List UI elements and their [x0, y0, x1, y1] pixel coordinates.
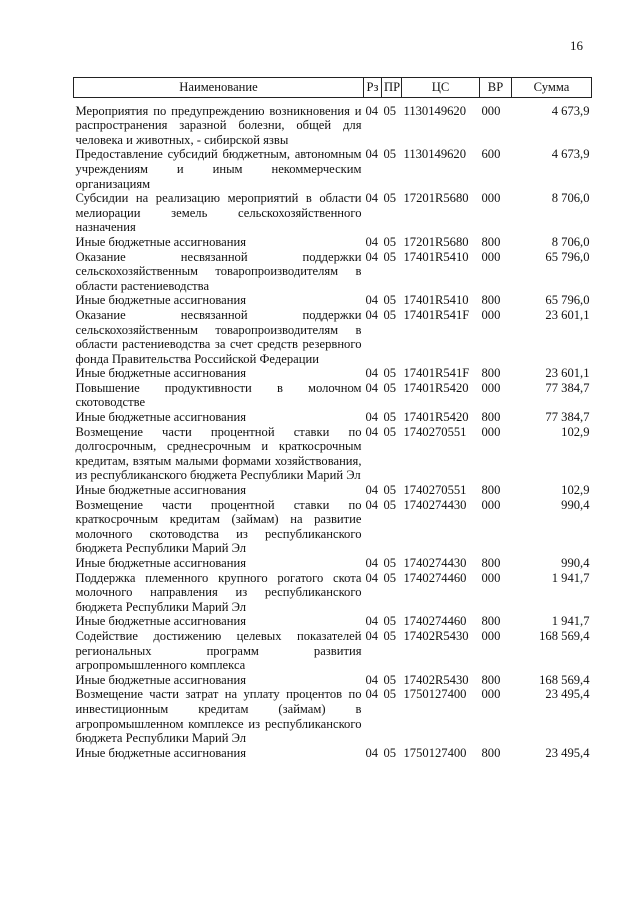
cell-sum: 990,4 — [561, 556, 590, 570]
cell-name: Возмещение части затрат на уплату процентов по инвестиционным кредитам (займам) в агропромышленном комплексе из республиканского бюджета Республики Марий Эл — [75, 687, 362, 746]
column-header-pr: ПР — [382, 78, 402, 98]
cell-pr: 05 — [383, 497, 397, 512]
table-row — [74, 614, 592, 629]
cell-pr: 05 — [383, 366, 397, 381]
cell-sum: 1 941,7 — [551, 570, 590, 585]
cell-rz: 04 — [365, 191, 379, 206]
table-row — [74, 366, 592, 381]
cell-cs: 1130149620 — [403, 147, 467, 162]
cell-rz: 04 — [365, 249, 379, 264]
cell-rz: 04 — [365, 366, 379, 381]
cell-pr: 05 — [383, 628, 397, 643]
cell-pr: 05 — [383, 293, 397, 308]
cell-vr: 000 — [481, 497, 501, 512]
cell-rz: 04 — [365, 556, 379, 570]
cell-name: Иные бюджетные ассигнования — [75, 672, 247, 687]
cell-rz: 04 — [365, 628, 379, 643]
cell-sum: 23 601,1 — [545, 366, 590, 381]
cell-name: Мероприятия по предупреждению возникновения и распространения заразной болезни, общей для человека и животных, - сибирской язвы — [75, 103, 362, 147]
cell-cs: 17401R5410 — [403, 249, 469, 264]
cell-vr: 800 — [481, 293, 501, 308]
cell-rz: 04 — [365, 424, 379, 439]
cell-cs: 1740274430 — [403, 556, 467, 570]
cell-name: Иные бюджетные ассигнования — [75, 293, 247, 308]
cell-vr: 000 — [481, 307, 501, 322]
cell-sum: 23 495,4 — [545, 745, 590, 760]
cell-sum: 4 673,9 — [551, 147, 590, 162]
table-row — [74, 483, 592, 498]
cell-cs: 17401R5420 — [403, 380, 469, 395]
table-row — [74, 250, 592, 294]
table-row — [74, 687, 592, 745]
cell-sum: 990,4 — [561, 497, 590, 512]
cell-sum: 23 495,4 — [545, 687, 590, 702]
cell-cs: 17401R5420 — [403, 410, 469, 425]
table-row — [74, 425, 592, 483]
cell-name: Иные бюджетные ассигнования — [75, 410, 247, 425]
cell-sum: 65 796,0 — [545, 249, 590, 264]
cell-vr: 800 — [481, 366, 501, 381]
cell-name: Иные бюджетные ассигнования — [75, 366, 247, 381]
column-header-vr: ВР — [480, 78, 512, 98]
cell-rz: 04 — [365, 614, 379, 629]
cell-name: Оказание несвязанной поддержки сельскохозяйственным товаропроизводителям в области растениеводства за счет средств резервного фонда Правительства Российской Федерации — [75, 307, 362, 366]
table-row — [74, 191, 592, 235]
cell-vr: 000 — [481, 628, 501, 643]
cell-vr: 600 — [481, 147, 501, 162]
cell-pr: 05 — [383, 745, 397, 760]
table-row — [74, 308, 592, 366]
cell-name: Иные бюджетные ассигнования — [75, 556, 247, 570]
cell-vr: 000 — [481, 191, 501, 206]
column-header-sum: Сумма — [512, 78, 592, 98]
cell-cs: 17401R541F — [403, 366, 470, 381]
cell-rz: 04 — [365, 745, 379, 760]
cell-pr: 05 — [383, 687, 397, 702]
cell-pr: 05 — [383, 424, 397, 439]
table-body — [74, 97, 592, 760]
cell-name: Иные бюджетные ассигнования — [75, 483, 247, 498]
cell-rz: 04 — [365, 293, 379, 308]
cell-sum: 23 601,1 — [545, 307, 590, 322]
cell-name: Иные бюджетные ассигнования — [75, 745, 247, 760]
cell-cs: 17201R5680 — [403, 234, 469, 249]
cell-rz: 04 — [365, 672, 379, 687]
cell-cs: 1740274430 — [403, 497, 467, 512]
cell-cs: 1130149620 — [403, 103, 467, 118]
cell-pr: 05 — [383, 672, 397, 687]
column-header-rz: Рз — [364, 78, 382, 98]
table-row — [74, 498, 592, 556]
cell-rz: 04 — [365, 380, 379, 395]
cell-rz: 04 — [365, 307, 379, 322]
cell-name: Содействие достижению целевых показателей региональных программ развития агропромышленного комплекса — [75, 628, 362, 673]
cell-name: Возмещение части процентной ставки по долгосрочным, среднесрочным и краткосрочным кредитам, взятым малыми формами хозяйствования, из республиканского бюджета Республики Марий Эл — [75, 424, 362, 483]
table-row — [74, 235, 592, 250]
cell-sum: 4 673,9 — [551, 103, 590, 118]
cell-cs: 1750127400 — [403, 687, 467, 702]
cell-vr: 000 — [481, 380, 501, 395]
cell-pr: 05 — [383, 570, 397, 585]
cell-name: Оказание несвязанной поддержки сельскохозяйственным товаропроизводителям в области растениеводства — [75, 249, 362, 293]
cell-cs: 1740274460 — [403, 570, 467, 585]
cell-pr: 05 — [383, 249, 397, 264]
cell-pr: 05 — [383, 103, 397, 118]
cell-pr: 05 — [383, 191, 397, 206]
cell-pr: 05 — [383, 614, 397, 629]
cell-sum: 8 706,0 — [551, 234, 590, 249]
cell-cs: 17401R5410 — [403, 293, 469, 308]
table-row — [74, 104, 592, 148]
cell-cs: 1740274460 — [403, 614, 467, 629]
page-number: 16 — [570, 38, 583, 53]
cell-rz: 04 — [365, 483, 379, 498]
cell-pr: 05 — [383, 307, 397, 322]
cell-cs: 1750127400 — [403, 745, 467, 760]
cell-vr: 800 — [481, 483, 501, 498]
cell-vr: 000 — [481, 687, 501, 702]
cell-sum: 168 569,4 — [539, 628, 590, 643]
cell-pr: 05 — [383, 556, 397, 570]
cell-sum: 77 384,7 — [545, 410, 590, 425]
cell-cs: 1740270551 — [403, 424, 467, 439]
cell-sum: 8 706,0 — [551, 191, 590, 206]
cell-vr: 000 — [481, 249, 501, 264]
cell-name: Иные бюджетные ассигнования — [75, 614, 247, 629]
table-row — [74, 410, 592, 425]
column-header-name: Наименование — [74, 78, 364, 98]
table-row — [74, 556, 592, 571]
cell-rz: 04 — [365, 497, 379, 512]
cell-rz: 04 — [365, 103, 379, 118]
column-header-cs: ЦС — [402, 78, 480, 98]
table-row — [74, 571, 592, 615]
cell-cs: 17402R5430 — [403, 672, 469, 687]
table-row — [74, 381, 592, 410]
cell-vr: 800 — [481, 614, 501, 629]
cell-pr: 05 — [383, 234, 397, 249]
cell-cs: 17401R541F — [403, 307, 470, 322]
cell-cs: 1740270551 — [403, 483, 467, 498]
cell-cs: 17201R5680 — [403, 191, 469, 206]
budget-table — [73, 77, 592, 760]
table-row — [74, 629, 592, 673]
cell-vr: 800 — [481, 745, 501, 760]
cell-name: Субсидии на реализацию мероприятий в области мелиорации земель сельскохозяйственного назначения — [75, 191, 362, 235]
cell-name: Поддержка племенного крупного рогатого скота молочного направления из республиканского бюджета Республики Марий Эл — [75, 570, 362, 614]
cell-pr: 05 — [383, 483, 397, 498]
cell-cs: 17402R5430 — [403, 628, 469, 643]
cell-sum: 102,9 — [561, 483, 590, 498]
cell-sum: 1 941,7 — [551, 614, 590, 629]
cell-rz: 04 — [365, 234, 379, 249]
cell-pr: 05 — [383, 147, 397, 162]
cell-vr: 800 — [481, 672, 501, 687]
cell-pr: 05 — [383, 380, 397, 395]
table-row — [74, 673, 592, 688]
table-row — [74, 746, 592, 761]
cell-name: Предоставление субсидий бюджетным, автономным учреждениям и иным некоммерческим организациям — [75, 147, 362, 191]
cell-vr: 800 — [481, 556, 501, 570]
cell-vr: 000 — [481, 570, 501, 585]
cell-sum: 168 569,4 — [539, 672, 590, 687]
cell-vr: 000 — [481, 424, 501, 439]
cell-pr: 05 — [383, 410, 397, 425]
cell-vr: 000 — [481, 103, 501, 118]
cell-vr: 800 — [481, 234, 501, 249]
cell-rz: 04 — [365, 687, 379, 702]
cell-sum: 102,9 — [561, 424, 590, 439]
cell-name: Повышение продуктивности в молочном скотоводстве — [75, 380, 362, 410]
cell-rz: 04 — [365, 570, 379, 585]
cell-sum: 65 796,0 — [545, 293, 590, 308]
cell-name: Иные бюджетные ассигнования — [75, 234, 247, 249]
cell-name: Возмещение части процентной ставки по краткосрочным кредитам (займам) на развитие молочного скотоводства из республиканского бюджета Республики Марий Эл — [75, 497, 362, 556]
table-row — [74, 147, 592, 191]
table-row — [74, 293, 592, 308]
cell-sum: 77 384,7 — [545, 380, 590, 395]
cell-rz: 04 — [365, 147, 379, 162]
cell-vr: 800 — [481, 410, 501, 425]
table-header-row — [74, 78, 592, 98]
cell-rz: 04 — [365, 410, 379, 425]
